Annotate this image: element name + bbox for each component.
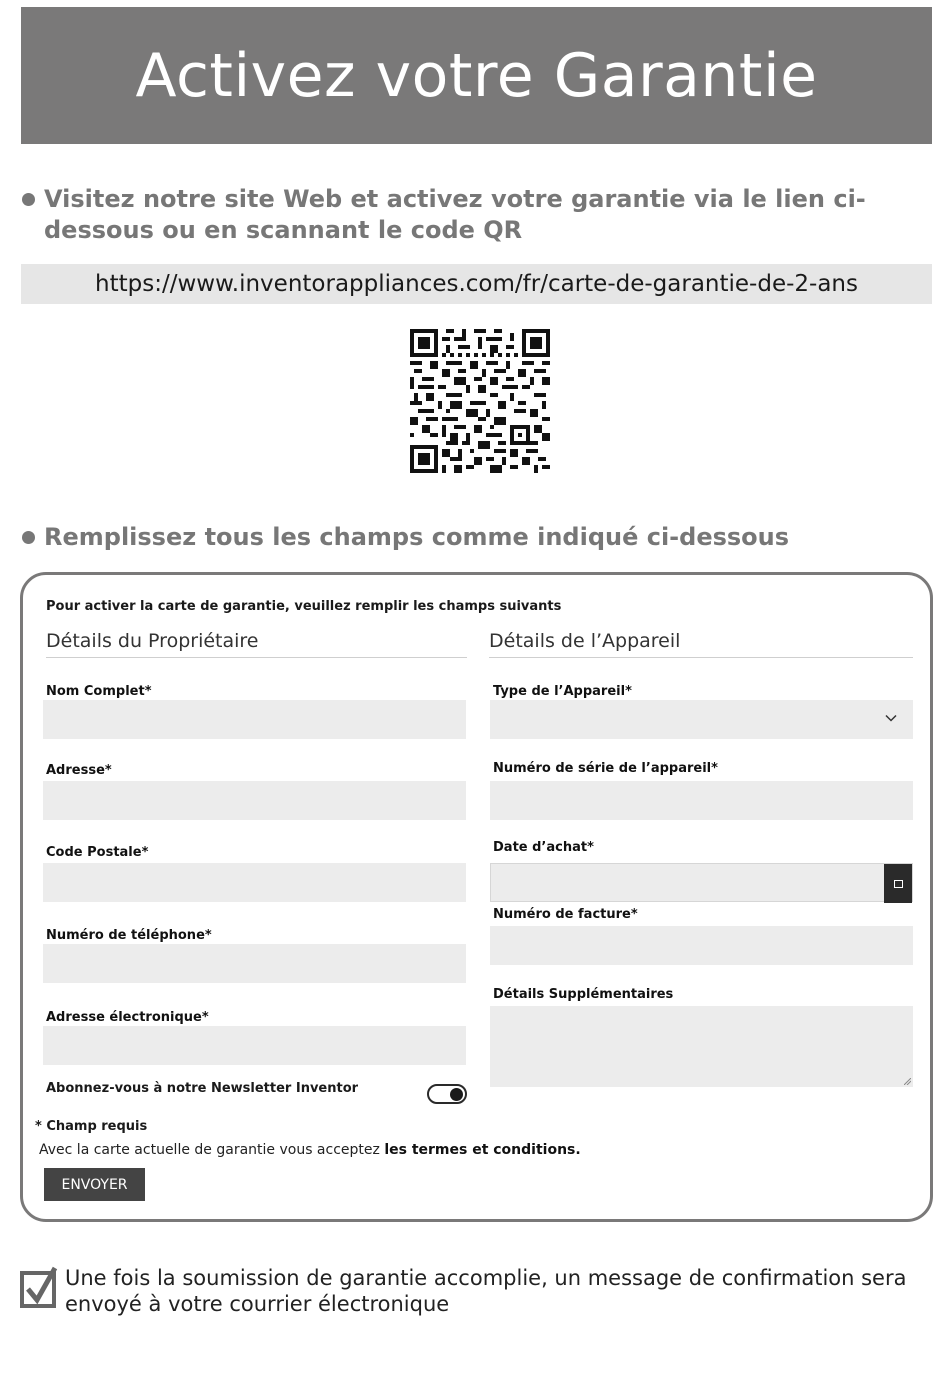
required-note: * Champ requis [35, 1119, 148, 1134]
terms-text [39, 1142, 581, 1158]
toggle-knob [450, 1088, 463, 1101]
chevron-down-icon [885, 712, 897, 724]
email-input[interactable] [43, 1026, 466, 1065]
step-2 [22, 522, 932, 553]
extra-details-label: Détails Supplémentaires [493, 987, 674, 1002]
serial-number-input[interactable] [490, 781, 913, 820]
phone-label: Numéro de téléphone* [46, 928, 212, 943]
page-banner [21, 7, 932, 144]
newsletter-label: Abonnez-vous à notre Newsletter Inventor [46, 1081, 359, 1096]
confirmation-note [20, 1265, 930, 1317]
newsletter-toggle[interactable] [427, 1084, 467, 1104]
page-title: Activez votre Garantie [135, 40, 818, 111]
appliance-section-title: Détails de l’Appareil [489, 630, 913, 658]
email-label: Adresse électronique* [46, 1010, 209, 1025]
warranty-url[interactable] [21, 264, 932, 304]
terms-link[interactable]: les termes et conditions. [384, 1142, 581, 1158]
full-name-label: Nom Complet* [46, 684, 152, 699]
form-intro: Pour activer la carte de garantie, veuillez remplir les champs suivants [46, 599, 562, 614]
appliance-type-label: Type de l’Appareil* [493, 684, 632, 699]
step-2-text: Remplissez tous les champs comme indiqué ci-dessous [44, 523, 790, 551]
serial-number-label: Numéro de série de l’appareil* [493, 761, 718, 776]
phone-input[interactable] [43, 944, 466, 983]
checkmark-icon [20, 1265, 58, 1309]
warranty-url-text[interactable]: https://www.inventorappliances.com/fr/carte-de-garantie-de-2-ans [95, 271, 858, 297]
confirmation-text: Une fois la soumission de garantie accomplie, un message de confirmation sera envoyé à votre courrier électronique [65, 1266, 907, 1316]
postal-code-label: Code Postale* [46, 845, 149, 860]
qr-code-icon [410, 329, 550, 473]
postal-code-input[interactable] [43, 863, 466, 902]
calendar-icon [894, 880, 903, 888]
appliance-type-select[interactable] [490, 700, 913, 739]
purchase-date-input[interactable] [490, 863, 913, 902]
invoice-number-label: Numéro de facture* [493, 907, 638, 922]
terms-prefix: Avec la carte actuelle de garantie vous acceptez [39, 1142, 385, 1158]
full-name-input[interactable] [43, 700, 466, 739]
step-1 [22, 184, 932, 246]
address-label: Adresse* [46, 763, 112, 778]
owner-section-title: Détails du Propriétaire [46, 630, 467, 658]
calendar-button[interactable] [884, 864, 912, 903]
bullet-icon [22, 193, 35, 206]
resize-handle-icon[interactable] [904, 1078, 911, 1085]
extra-details-textarea[interactable] [490, 1006, 913, 1087]
step-1-text: Visitez notre site Web et activez votre garantie via le lien ci-dessous ou en scannant le code QR [44, 185, 866, 244]
bullet-icon [22, 531, 35, 544]
purchase-date-label: Date d’achat* [493, 840, 594, 855]
submit-button[interactable]: ENVOYER [44, 1168, 145, 1201]
address-input[interactable] [43, 781, 466, 820]
invoice-number-input[interactable] [490, 926, 913, 965]
